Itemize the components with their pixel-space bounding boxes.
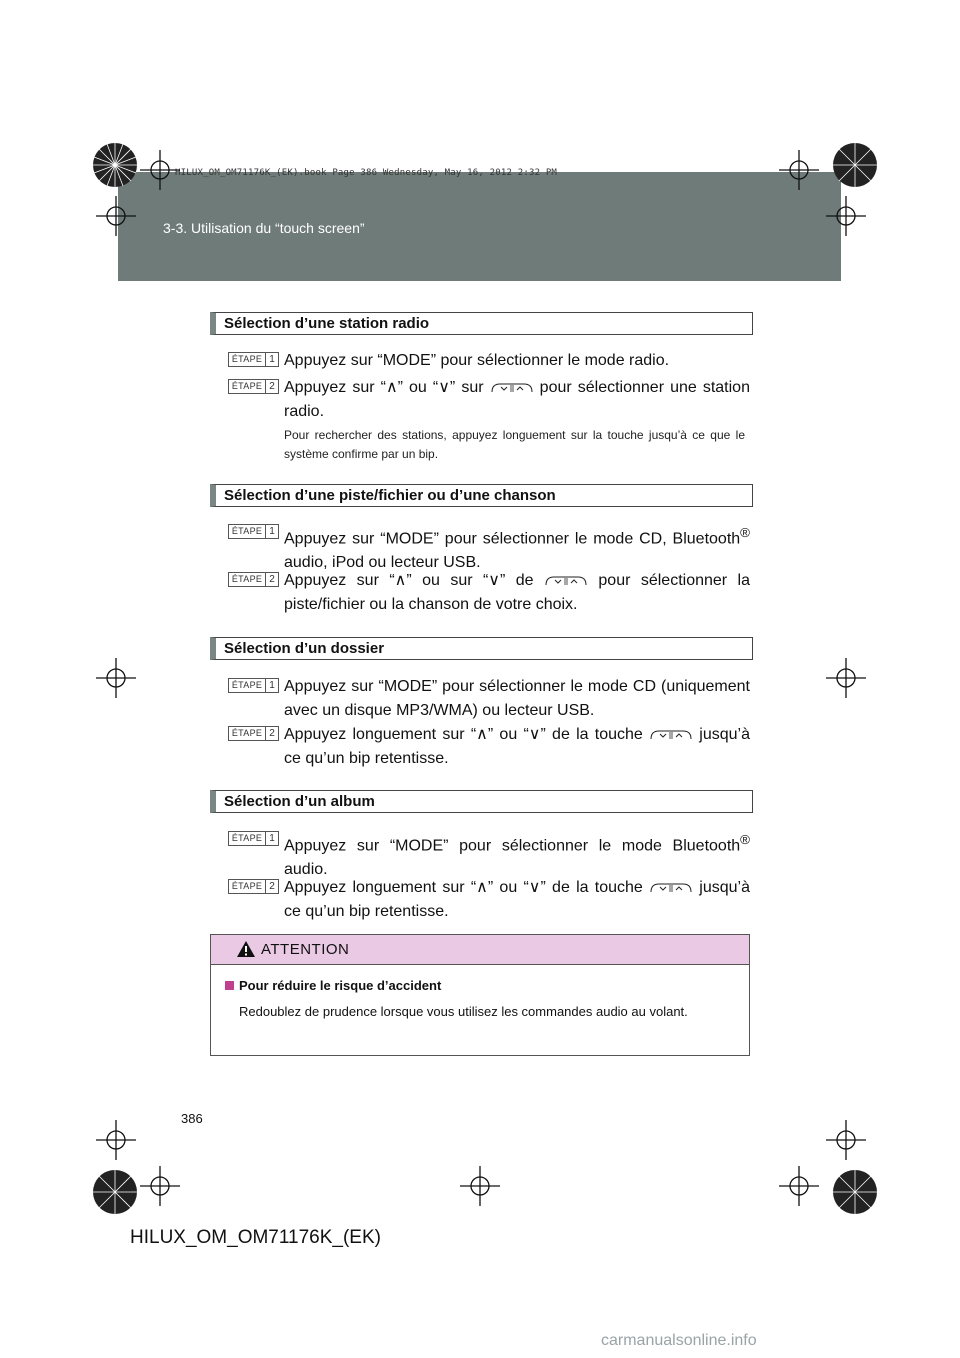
section-heading-radio: Sélection d’une station radio <box>210 312 753 335</box>
crosshair-mark-icon <box>140 150 180 190</box>
bullet-square-icon <box>225 981 234 990</box>
watermark: carmanualsonline.info <box>601 1332 757 1349</box>
step-item <box>228 521 750 575</box>
registration-mark-icon <box>830 140 880 190</box>
attention-box <box>210 934 750 1056</box>
step-item <box>228 675 750 723</box>
document-id: HILUX_OM_OM71176K_(EK) <box>130 1227 381 1248</box>
step-badge: ÉTAPE 1 <box>228 352 279 367</box>
step-item <box>228 876 750 924</box>
step-badge: ÉTAPE 2 <box>228 879 279 894</box>
seek-rocker-switch-icon <box>490 381 534 395</box>
step-item <box>228 349 750 373</box>
crosshair-mark-icon <box>826 1120 866 1160</box>
crosshair-mark-icon <box>96 196 136 236</box>
step-item <box>228 569 750 617</box>
section-heading-album: Sélection d’un album <box>210 790 753 813</box>
warning-triangle-icon <box>236 940 256 958</box>
crosshair-mark-icon <box>826 658 866 698</box>
step-note: Pour rechercher des stations, appuyez longuement sur la touche jusqu’à ce que le système confirme par un bip. <box>284 428 745 461</box>
attention-title: ATTENTION <box>261 941 350 958</box>
step-badge: ÉTAPE 2 <box>228 726 279 741</box>
step-badge: ÉTAPE 2 <box>228 572 279 587</box>
registration-mark-icon <box>90 1167 140 1217</box>
crosshair-mark-icon <box>779 1166 819 1206</box>
registration-mark-icon <box>90 140 140 190</box>
step-text: Appuyez longuement sur “∧” ou “∨” de la touche jusqu’à ce qu’un bip retentisse. <box>284 726 750 767</box>
step-text: Appuyez sur “∧” ou “∨” sur pour sélectionner une station radio. <box>284 379 750 420</box>
step-text: Appuyez sur “MODE” pour sélectionner le mode CD, Bluetooth® audio, iPod ou lecteur USB. <box>284 525 750 572</box>
section-heading-folder: Sélection d’un dossier <box>210 637 753 660</box>
page-number: 386 <box>181 1111 203 1126</box>
step-badge: ÉTAPE 1 <box>228 678 279 693</box>
step-item <box>228 723 750 771</box>
attention-body: Redoublez de prudence lorsque vous utilisez les commandes audio au volant. <box>239 1004 688 1019</box>
step-item <box>228 376 750 424</box>
crosshair-mark-icon <box>96 658 136 698</box>
section-heading-track: Sélection d’une piste/fichier ou d’une chanson <box>210 484 753 507</box>
step-text: Appuyez sur “MODE” pour sélectionner le mode CD (uniquement avec un disque MP3/WMA) ou lecteur USB. <box>284 678 750 719</box>
seek-rocker-switch-icon <box>544 574 588 588</box>
step-badge: ÉTAPE 1 <box>228 524 279 539</box>
step-text: Appuyez sur “MODE” pour sélectionner le mode radio. <box>284 352 670 369</box>
seek-rocker-switch-icon <box>649 881 693 895</box>
step-badge: ÉTAPE 2 <box>228 379 279 394</box>
crosshair-mark-icon <box>96 1120 136 1160</box>
crosshair-mark-icon <box>826 196 866 236</box>
attention-header <box>211 935 749 965</box>
seek-rocker-switch-icon <box>649 728 693 742</box>
attention-subtitle: Pour réduire le risque d’accident <box>225 978 441 993</box>
crosshair-mark-icon <box>140 1166 180 1206</box>
registration-mark-icon <box>830 1167 880 1217</box>
step-badge: ÉTAPE 1 <box>228 831 279 846</box>
crosshair-mark-icon <box>779 150 819 190</box>
step-text: Appuyez sur “MODE” pour sélectionner le mode Bluetooth® audio. <box>284 832 750 879</box>
step-item <box>228 828 750 882</box>
print-slug-line: HILUX_OM_OM71176K_(EK).book Page 386 Wednesday, May 16, 2012 2:32 PM <box>175 168 558 178</box>
chapter-section-label: 3-3. Utilisation du “touch screen” <box>163 220 365 236</box>
crosshair-mark-icon <box>460 1166 500 1206</box>
step-text: Appuyez sur “∧” ou sur “∨” de pour sélectionner la piste/fichier ou la chanson de votre choix. <box>284 572 750 613</box>
step-text: Appuyez longuement sur “∧” ou “∨” de la touche jusqu’à ce qu’un bip retentisse. <box>284 879 750 920</box>
